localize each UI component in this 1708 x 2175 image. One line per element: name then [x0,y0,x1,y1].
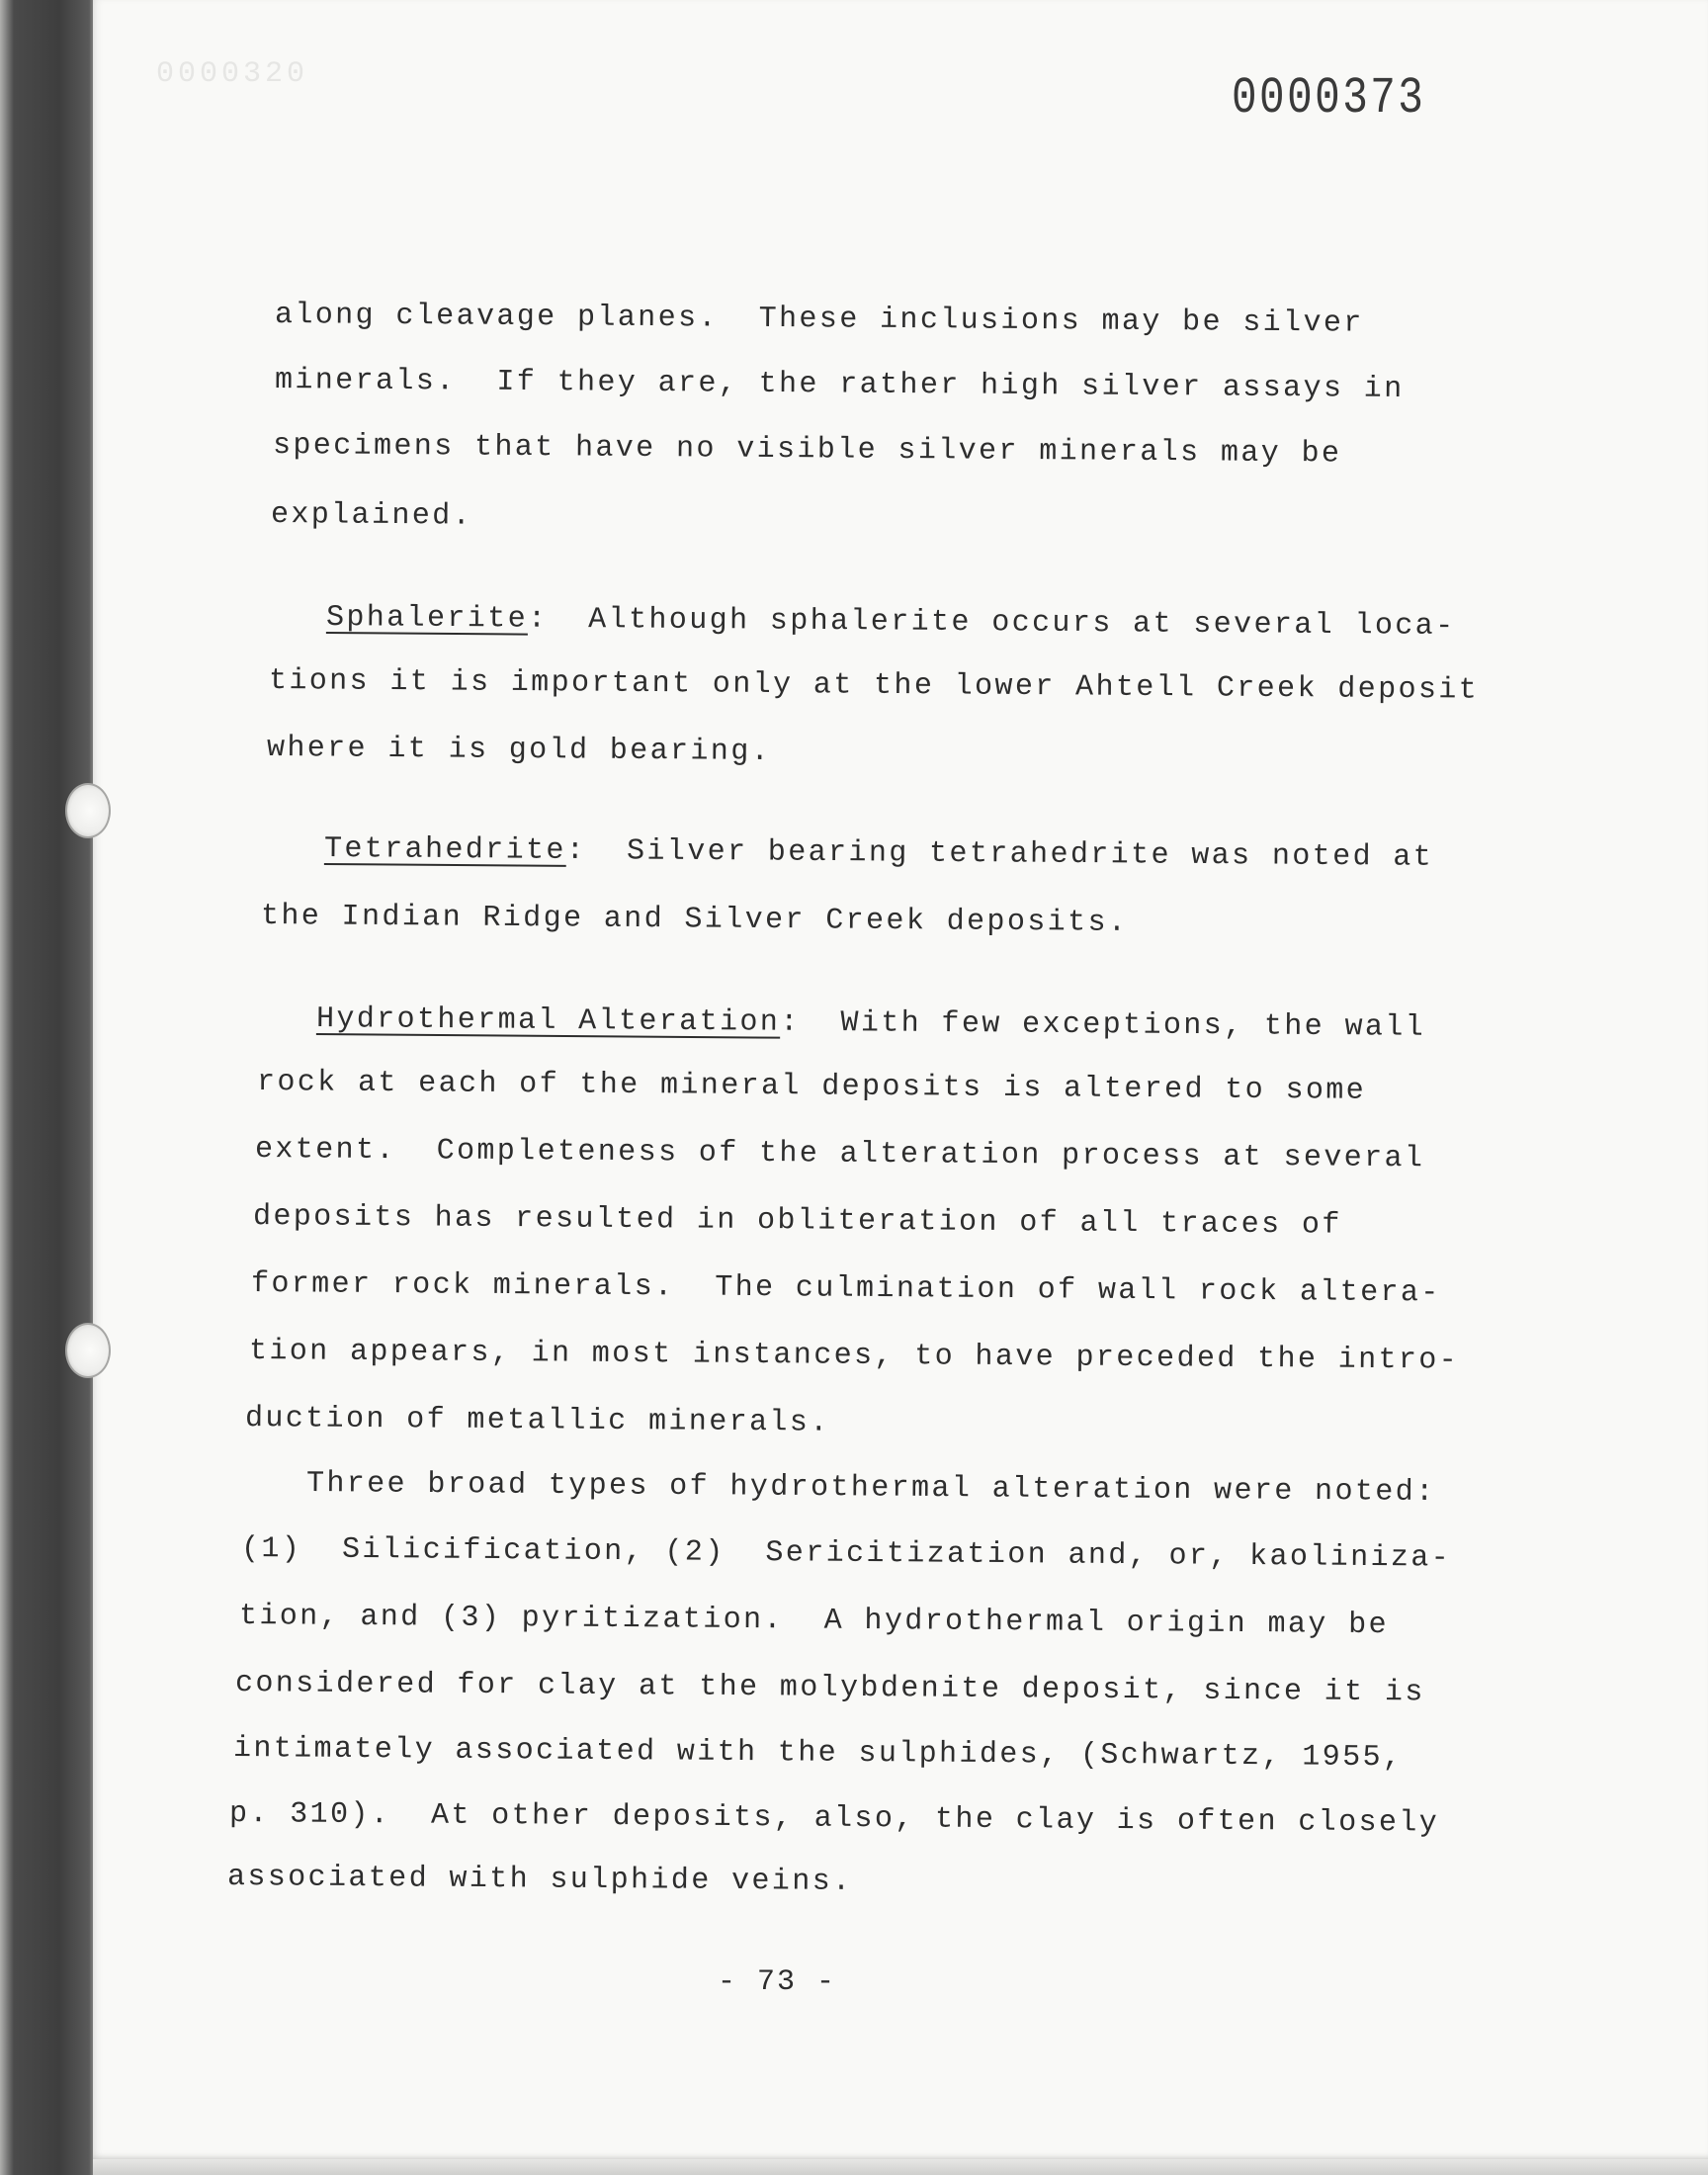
paragraph-line: Three broad types of hydrothermal alteration were noted: [305,1467,1436,1510]
heading-colon: : [780,1005,801,1040]
heading-colon: : [527,602,549,637]
paragraph-line: former rock minerals. The culmination of wall rock altera- [250,1267,1441,1311]
paragraph-line: where it is gold bearing. [266,732,772,770]
paragraph-line: extent. Completeness of the alteration process at several [254,1133,1425,1176]
hydrothermal-first-line [316,1002,1425,1045]
paragraph-line: explained. [270,498,473,534]
tetrahedrite-heading: Tetrahedrite [323,832,566,868]
document-stamp-number: 0000373 [1232,69,1426,128]
page-number: - 73 - [718,1965,837,1999]
paragraph-line: along cleavage planes. These inclusions may be silver [274,299,1364,341]
paragraph-line: minerals. If they are, the rather high silver assays in [274,364,1405,406]
ghost-stamp-number: 0000320 [156,57,309,91]
hydrothermal-line-rest: With few exceptions, the wall [800,1005,1426,1045]
paragraph-line: considered for clay at the molybdenite deposit, since it is [234,1667,1425,1710]
sphalerite-first-line [326,601,1456,644]
paragraph-line: the Indian Ridge and Silver Creek deposits. [260,900,1129,940]
paragraph-line: specimens that have no visible silver minerals may be [272,429,1342,472]
paragraph-line: (1) Silicification, (2) Sericitization and, or, kaoliniza- [240,1532,1452,1576]
paragraph-line: deposits has resulted in obliteration of all traces of [252,1200,1342,1243]
paragraph-line: associated with sulphide veins. [226,1861,853,1899]
hydrothermal-heading: Hydrothermal Alteration [315,1002,781,1040]
paragraph-line: intimately associated with the sulphides, (Schwartz, 1955, [232,1732,1404,1776]
paragraph-line: tion, and (3) pyritization. A hydrothermal origin may be [238,1600,1390,1643]
paragraph-line: tion appears, in most instances, to have preceded the intro- [248,1335,1460,1378]
tetrahedrite-first-line [324,832,1433,875]
paragraph-line: rock at each of the mineral deposits is altered to some [256,1066,1367,1108]
tetrahedrite-line-rest: Silver bearing tetrahedrite was noted at [586,834,1434,875]
sphalerite-line-rest: Although sphalerite occurs at several loca- [548,602,1456,644]
paragraph-line: p. 310). At other deposits, also, the clay is often closely [228,1797,1440,1841]
heading-colon: : [565,833,587,869]
paragraph-line: duction of metallic minerals. [244,1402,830,1440]
paragraph-line: tions it is important only at the lower Ahtell Creek deposit [268,664,1480,708]
sphalerite-heading: Sphalerite [325,601,529,637]
